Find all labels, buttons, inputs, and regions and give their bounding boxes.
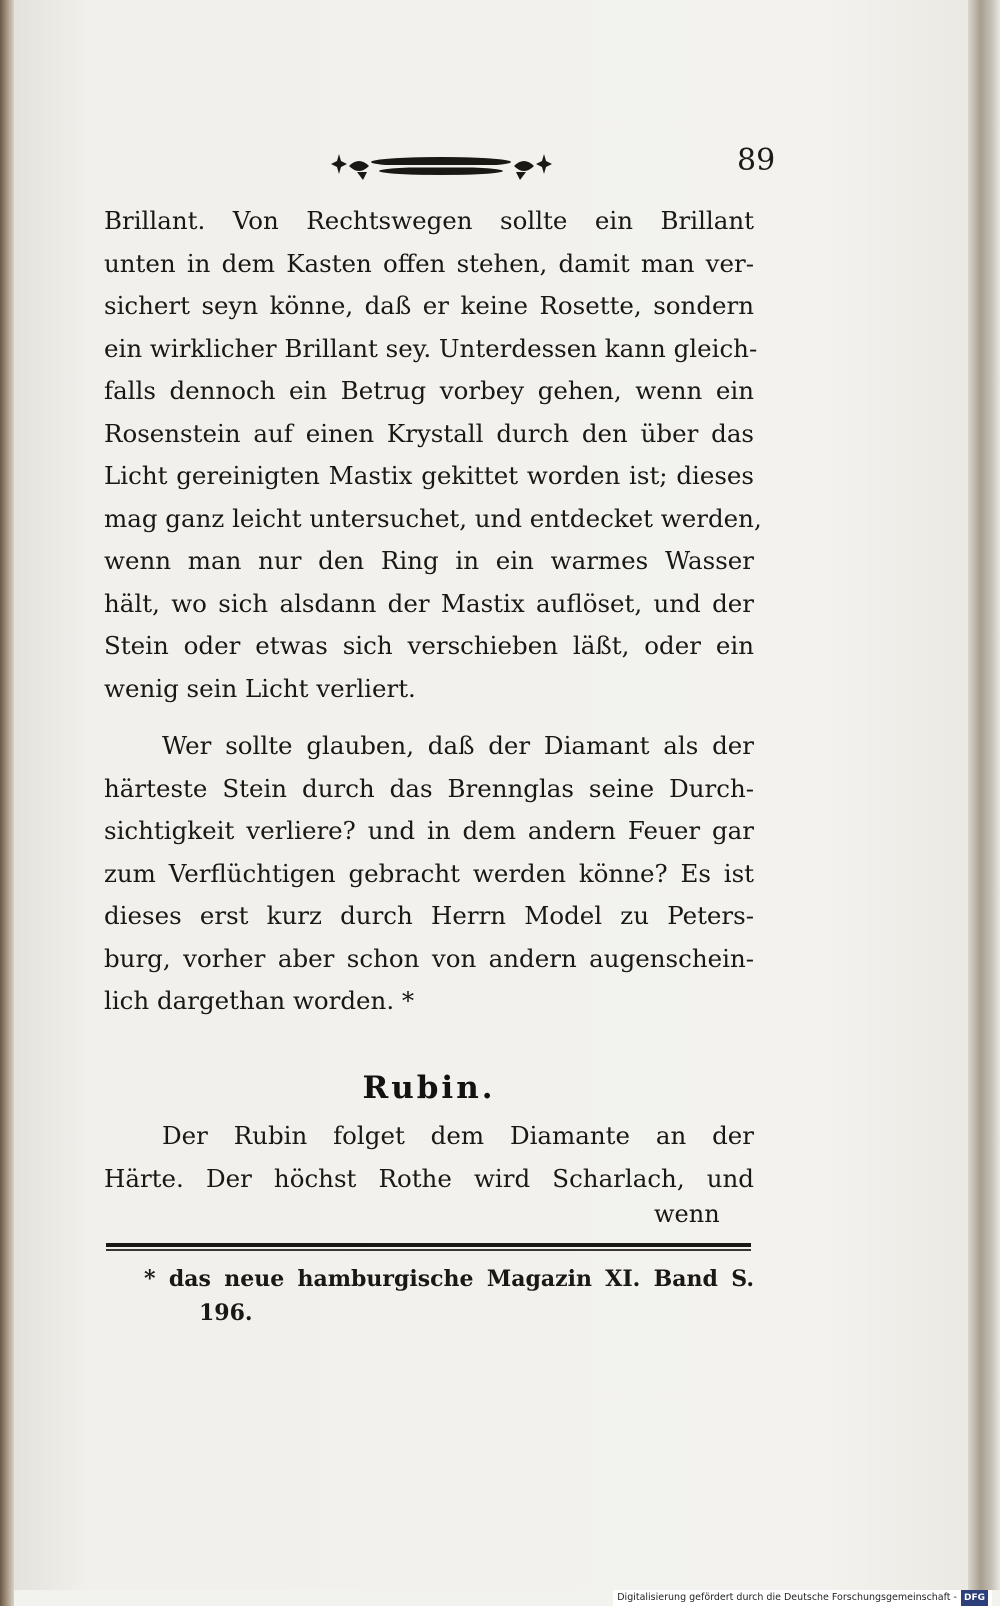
digitization-credit — [613, 1590, 992, 1606]
paragraph-3 — [104, 1115, 754, 1200]
text-line: Härte. Der höchst Rothe wird Scharlach, und — [104, 1163, 754, 1193]
text-line: härteste Stein durch das Brennglas seine Durch- — [104, 773, 754, 803]
paragraph-2 — [104, 725, 754, 1023]
dfg-logo: DFG — [961, 1590, 988, 1606]
text-line: wenig sein Licht verliert. — [104, 673, 416, 703]
catchword: wenn — [654, 1200, 720, 1228]
footnote-line-2: 196. — [199, 1300, 253, 1326]
text-line: dieses erst kurz durch Herrn Model zu Peters- — [104, 901, 754, 930]
page-number: 89 — [737, 143, 776, 178]
footnote-rule-secondary — [106, 1249, 751, 1251]
footnote — [144, 1262, 754, 1330]
book-binding — [0, 0, 14, 1606]
book-page — [14, 0, 968, 1590]
text-line: ein wirklicher Brillant sey. Unterdessen kann gleich- — [104, 333, 758, 363]
text-line: falls dennoch ein Betrug vorbey gehen, wenn ein — [104, 376, 754, 405]
text-line: burg, vorher aber schon von andern augenschein- — [104, 943, 754, 973]
text-line: sichtigkeit verliere? und in dem andern Feuer gar — [104, 816, 754, 845]
ornament-icon — [329, 150, 554, 184]
page-edge — [968, 0, 1000, 1590]
text-line: Rosenstein auf einen Krystall durch den über das — [104, 418, 754, 448]
text-line: Brillant. Von Rechtswegen sollte ein Brillant — [104, 206, 754, 235]
text-line: sichert seyn könne, daß er keine Rosette, sondern — [104, 291, 754, 320]
text-line: wenn man nur den Ring in ein warmes Wasser — [104, 546, 754, 575]
footnote-line-1: * das neue hamburgische Magazin XI. Band S. — [144, 1266, 754, 1292]
section-heading: Rubin. — [362, 1070, 496, 1106]
footnote-rule — [106, 1243, 751, 1247]
text-line: zum Verflüchtigen gebracht werden könne? Es ist — [104, 858, 754, 888]
text-line: Der Rubin folget dem Diamante an der — [162, 1121, 754, 1150]
credit-text: Digitalisierung gefördert durch die Deutsche Forschungsgemeinschaft - — [617, 1592, 957, 1603]
text-line: Licht gereinigten Mastix gekittet worden ist; dieses — [104, 461, 754, 490]
text-line: unten in dem Kasten offen stehen, damit man ver- — [104, 248, 754, 278]
text-line: hält, wo sich alsdann der Mastix auflöset, und der — [104, 588, 754, 618]
text-line: Stein oder etwas sich verschieben läßt, oder ein — [104, 631, 754, 660]
text-line: mag ganz leicht untersuchet, und entdecket werden, — [104, 503, 762, 533]
text-line: Wer sollte glauben, daß der Diamant als der — [162, 731, 754, 760]
paragraph-1 — [104, 200, 762, 710]
text-line: lich dargethan worden. * — [104, 986, 415, 1015]
